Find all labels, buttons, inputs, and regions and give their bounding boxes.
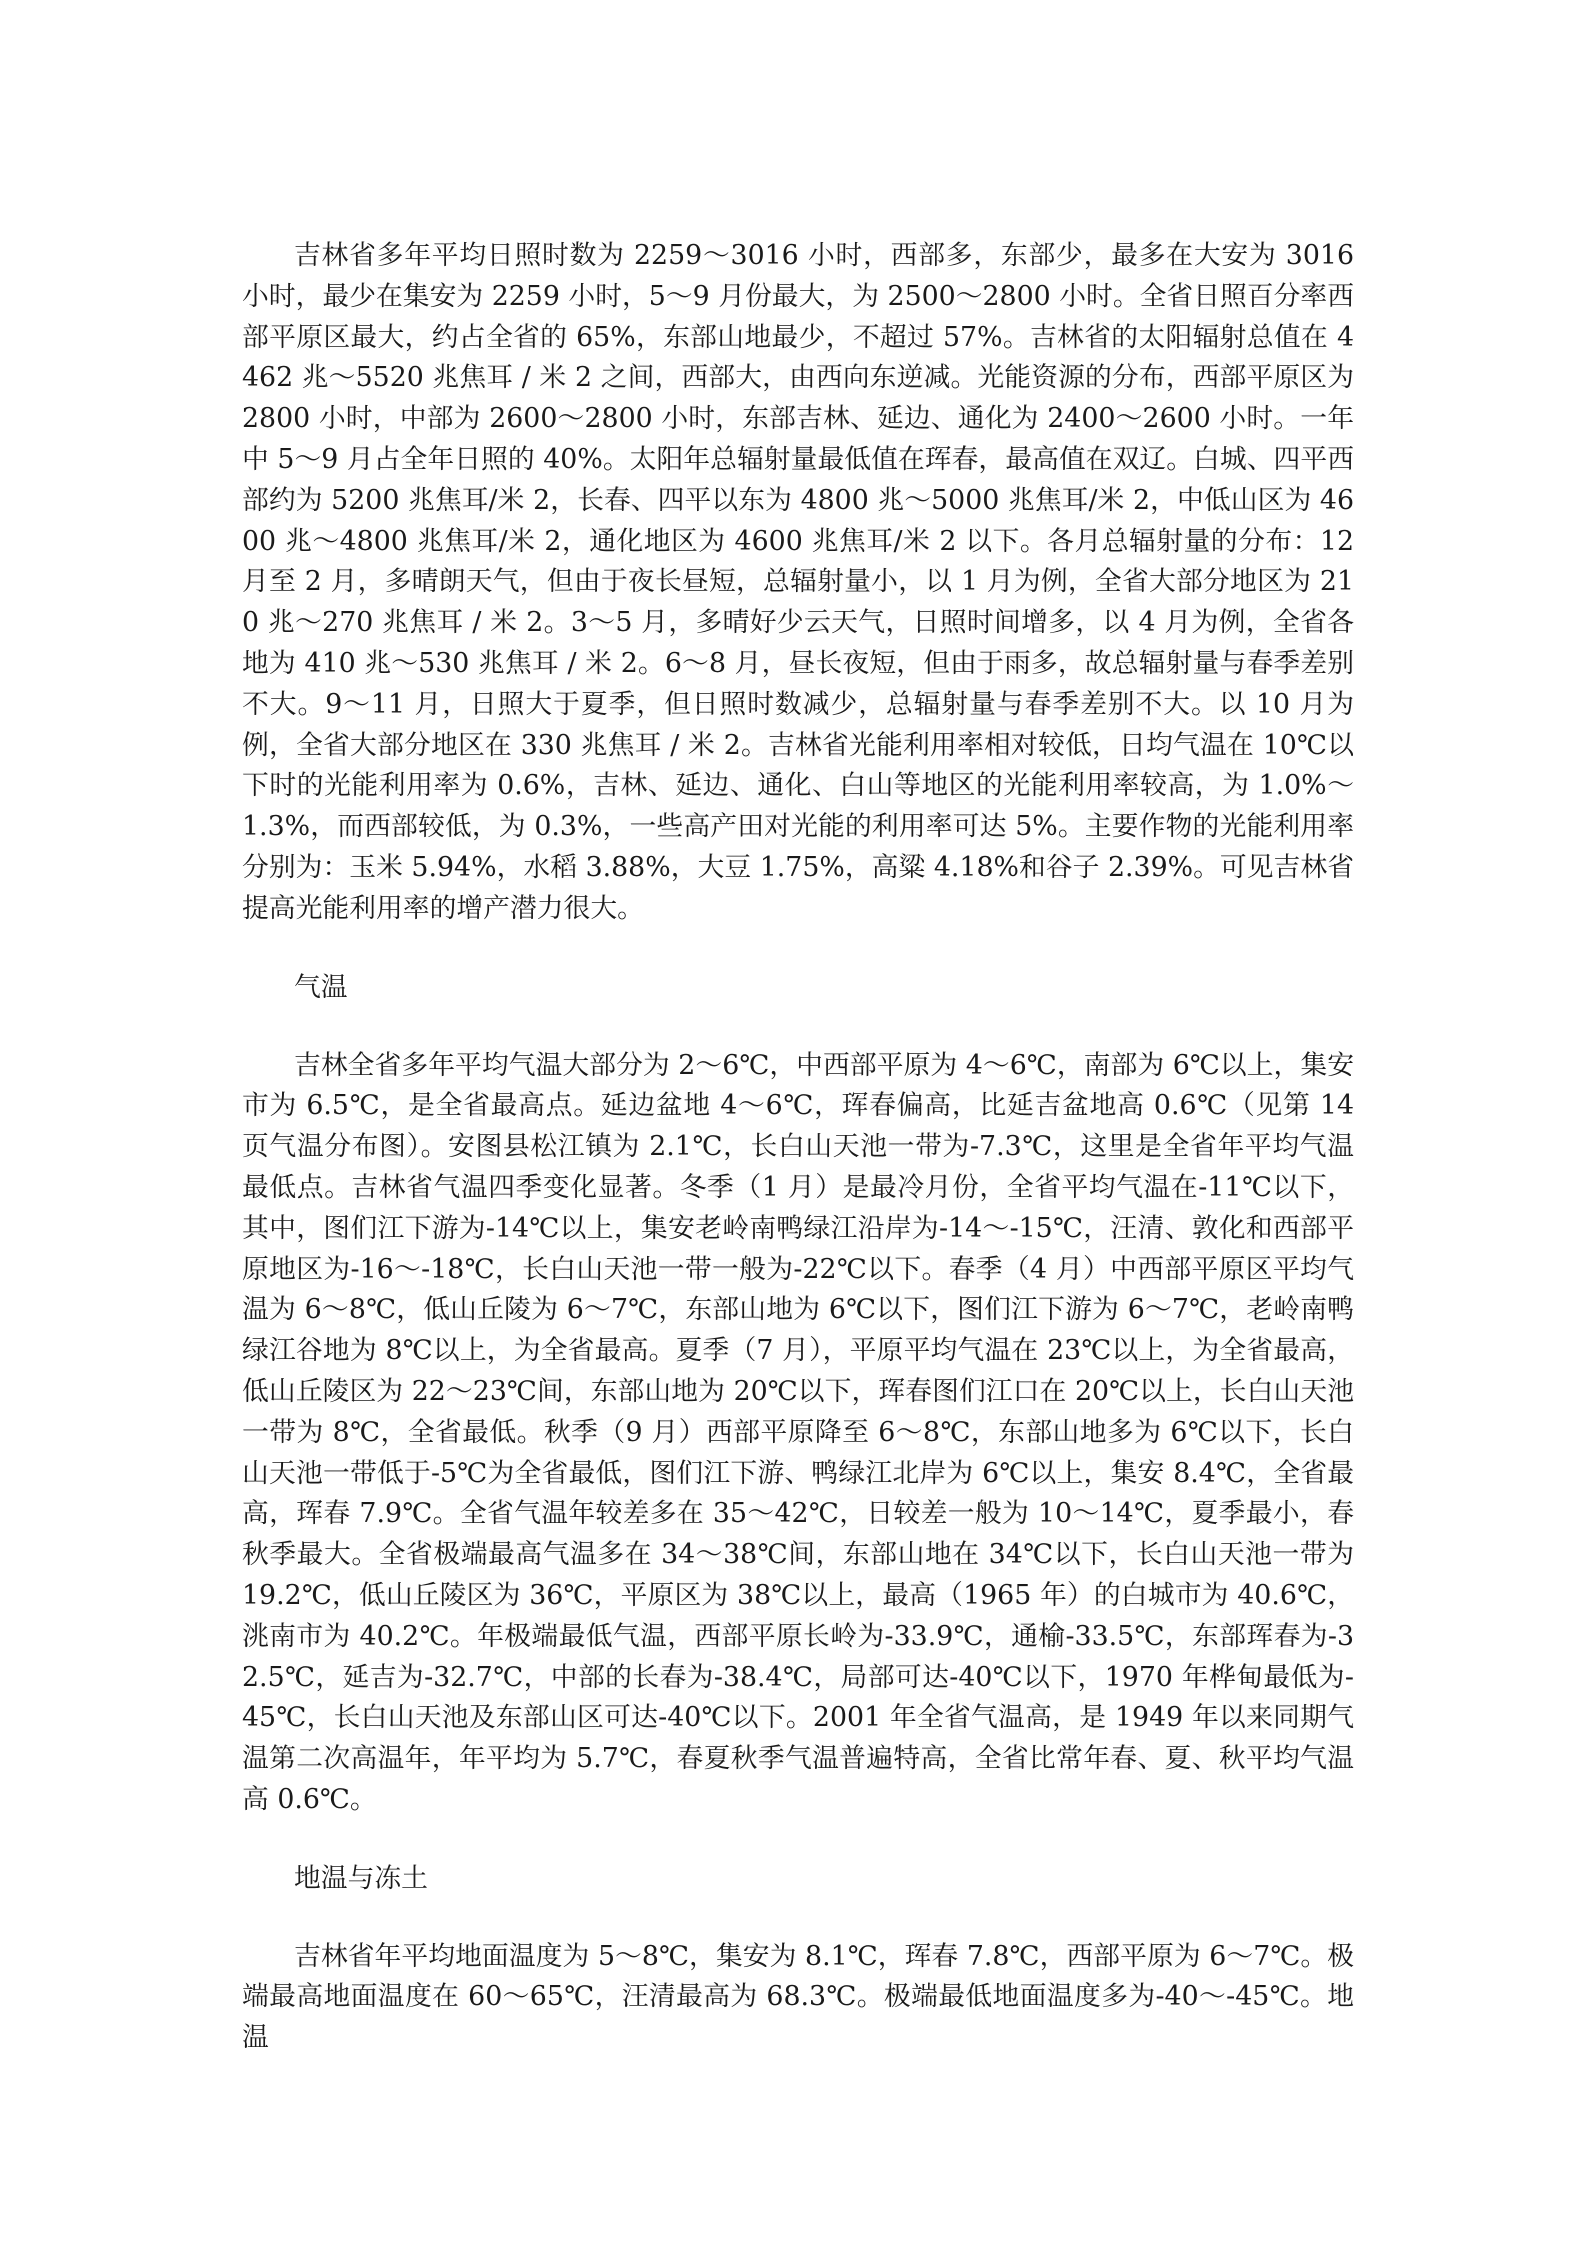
section-heading-ground-temperature: 地温与冻土 [294, 1862, 428, 1894]
paragraph-ground-temperature: 吉林省年平均地面温度为 5～8℃，集安为 8.1℃，珲春 7.8℃，西部平原为 6～7℃。极端最高地面温度在 60～65℃，汪清最高为 68.3℃。极端最低地面温度多为-40～-45℃。地温 [242, 1940, 1354, 2054]
document-body [242, 236, 1354, 2059]
paragraph-sunshine-radiation: 吉林省多年平均日照时数为 2259～3016 小时，西部多，东部少，最多在大安为 3016 小时，最少在集安为 2259 小时，5～9 月份最大，为 2500～2800 小时。全省日照百分率西部平原区最大，约占全省的 65%，东部山地最少，不超过 57%。吉林省的太阳辐射总值在 4462 兆～5520 兆焦耳 / 米 2 之间，西部大，由西向东逆减。光能资源的分布，西部平原区为 2800 小时，中部为 2600～2800 小时，东部吉林、延边、通化为 2400～2600 小时。一年中 5～9 月占全年日照的 40%。太阳年总辐射量最低值在珲春，最高值在双辽。白城、四平西部约为 5200 兆焦耳/米 2，长春、四平以东为 4800 兆～5000 兆焦耳/米 2，中低山区为 4600 兆～4800 兆焦耳/米 2，通化地区为 4600 兆焦耳/米 2 以下。各月总辐射量的分布：12 月至 2 月，多晴朗天气，但由于夜长昼短，总辐射量小，以 1 月为例，全省大部分地区为 210 兆～270 兆焦耳 / 米 2。3～5 月，多晴好少云天气，日照时间增多，以 4 月为例，全省各地为 410 兆～530 兆焦耳 / 米 2。6～8 月，昼长夜短，但由于雨多，故总辐射量与春季差别不大。9～11 月，日照大于夏季，但日照时数减少，总辐射量与春季差别不大。以 10 月为例，全省大部分地区在 330 兆焦耳 / 米 2。吉林省光能利用率相对较低，日均气温在 10℃以下时的光能利用率为 0.6%，吉林、延边、通化、白山等地区的光能利用率较高，为 1.0%～1.3%，而西部较低，为 0.3%，一些高产田对光能的利用率可达 5%。主要作物的光能利用率分别为：玉米 5.94%，水稻 3.88%，大豆 1.75%，高粱 4.18%和谷子 2.39%。可见吉林省提高光能利用率的增产潜力很大。 [242, 240, 1354, 924]
section-heading-temperature: 气温 [294, 971, 348, 1003]
paragraph-air-temperature: 吉林全省多年平均气温大部分为 2～6℃，中西部平原为 4～6℃，南部为 6℃以上，集安市为 6.5℃，是全省最高点。延边盆地 4～6℃，珲春偏高，比延吉盆地高 0.6℃（见第 14 页气温分布图）。安图县松江镇为 2.1℃，长白山天池一带为-7.3℃，这里是全省年平均气温最低点。吉林省气温四季变化显著。冬季（1 月）是最冷月份，全省平均气温在-11℃以下，其中，图们江下游为-14℃以上，集安老岭南鸭绿江沿岸为-14～-15℃，汪清、敦化和西部平原地区为-16～-18℃，长白山天池一带一般为-22℃以下。春季（4 月）中西部平原区平均气温为 6～8℃，低山丘陵为 6～7℃，东部山地为 6℃以下，图们江下游为 6～7℃，老岭南鸭绿江谷地为 8℃以上，为全省最高。夏季（7 月），平原平均气温在 23℃以上，为全省最高，低山丘陵区为 22～23℃间，东部山地为 20℃以下，珲春图们江口在 20℃以上，长白山天池一带为 8℃，全省最低。秋季（9 月）西部平原降至 6～8℃，东部山地多为 6℃以下，长白山天池一带低于-5℃为全省最低，图们江下游、鸭绿江北岸为 6℃以上，集安 8.4℃，全省最高，珲春 7.9℃。全省气温年较差多在 35～42℃，日较差一般为 10～14℃，夏季最小，春秋季最大。全省极端最高气温多在 34～38℃间，东部山地在 34℃以下，长白山天池一带为 19.2℃，低山丘陵区为 36℃，平原区为 38℃以上，最高（1965 年）的白城市为 40.6℃，洮南市为 40.2℃。年极端最低气温，西部平原长岭为-33.9℃，通榆-33.5℃，东部珲春为-32.5℃，延吉为-32.7℃，中部的长春为-38.4℃，局部可达-40℃以下，1970 年桦甸最低为-45℃，长白山天池及东部山区可达-40℃以下。2001 年全省气温高，是 1949 年以来同期气温第二次高温年，年平均为 5.7℃，春夏秋季气温普遍特高，全省比常年春、夏、秋平均气温高 0.6℃。 [242, 1049, 1354, 1815]
